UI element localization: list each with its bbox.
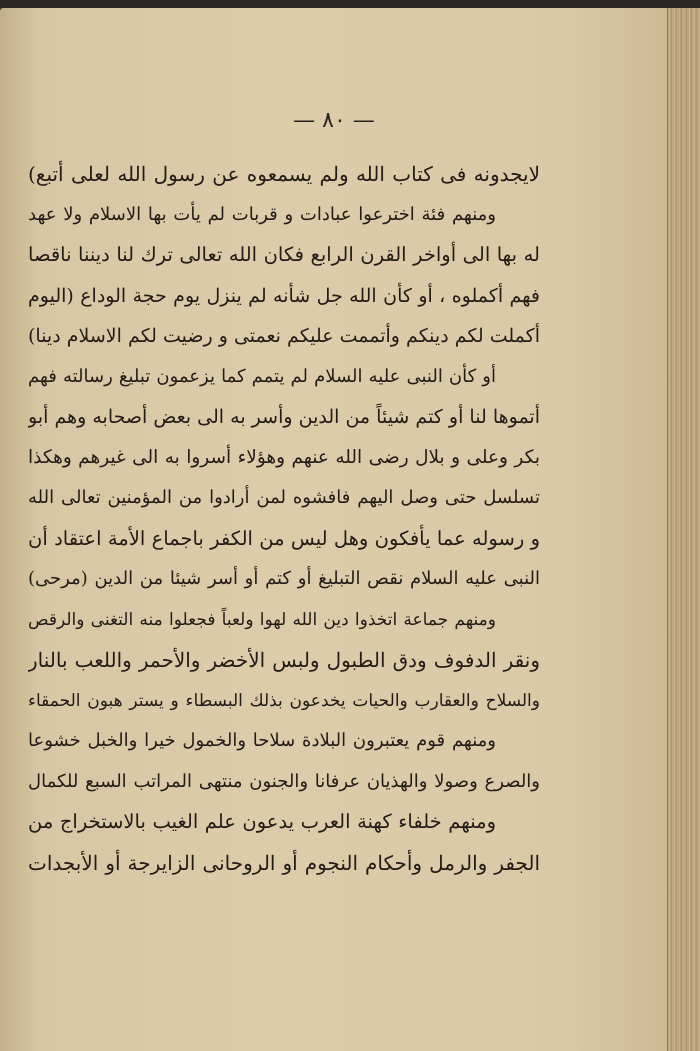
text-line: ومنهم قوم يعتبرون البلادة سلاحا والخمول خيرا والخبل خشوعا bbox=[28, 730, 496, 751]
text-line: له بها الى أواخر القرن الرابع فكان الله تعالى ترك لنا ديننا ناقصا bbox=[28, 243, 540, 266]
text-line: و رسوله عما يأفكون وهل ليس من الكفر باجماع الأمة اعتقاد أن bbox=[28, 526, 540, 550]
text-line: أكملت لكم دينكم وأتممت عليكم نعمتى و رضيت لكم الاسلام دينا) bbox=[28, 325, 540, 347]
text-line: ومنهم فئة اخترعوا عبادات و قربات لم يأت بها الاسلام ولا عهد bbox=[28, 203, 496, 225]
body-text bbox=[28, 154, 540, 883]
text-line: فهم أكملوه ، أو كأن الله جل شأنه لم ينزل يوم حجة الوداع (اليوم bbox=[28, 284, 540, 307]
text-line: لايجدونه فى كتاب الله ولم يسمعوه عن رسول الله لعلى أتبع) bbox=[28, 162, 540, 186]
text-line: أو كأن النبى عليه السلام لم يتمم كما يزعمون تبليغ رسالته فهم bbox=[28, 365, 496, 387]
text-line: الجفر والرمل وأحكام النجوم أو الروحانى الزايرجة أو الأبجدات bbox=[28, 850, 540, 875]
page-stack-edge bbox=[667, 8, 700, 1051]
text-line: بكر وعلى و بلال رضى الله عنهم وهؤلاء أسروا به الى غيرهم وهكذا bbox=[28, 446, 540, 468]
text-line: ونقر الدفوف ودق الطبول ولبس الأخضر والأحمر واللعب بالنار bbox=[28, 648, 540, 672]
page-number: — ٨٠ — bbox=[293, 108, 375, 133]
text-line: النبى عليه السلام نقص التبليغ أو كتم أو أسر شيئا من الدين (مرحى) bbox=[28, 568, 540, 589]
text-line: تسلسل حتى وصل اليهم فافشوه لمن أرادوا من المؤمنين تعالى الله bbox=[28, 487, 540, 508]
text-line: أتموها لنا أو كتم شيئاً من الدين وأسر به الى بعض أصحابه وهم أبو bbox=[28, 406, 540, 428]
paper-page bbox=[0, 8, 668, 1051]
text-line: والسلاح والعقارب والحيات يخدعون بذلك البسطاء و يستر هبون الحمقاء bbox=[28, 690, 540, 711]
text-line: ومنهم جماعة اتخذوا دين الله لهوا ولعباً فجعلوا منه التغنى والرقص bbox=[28, 609, 496, 630]
text-line: ومنهم خلفاء كهنة العرب يدعون علم الغيب بالاستخراج من bbox=[28, 810, 496, 833]
text-line: والصرع وصولا والهذيان عرفانا والجنون منتهى المراتب السبع للكمال bbox=[28, 770, 540, 792]
